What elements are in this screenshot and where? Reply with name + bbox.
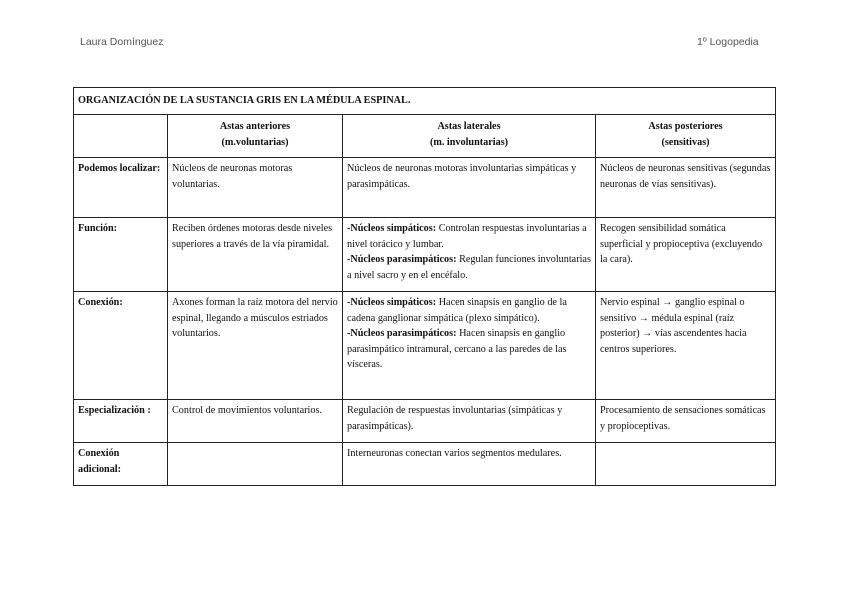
header-author: Laura Domínguez xyxy=(80,36,164,48)
cell-localizar-posteriores: Núcleos de neuronas sensitivas (segundas neuronas de vías sensitivas). xyxy=(596,158,776,218)
col-sub: (sensitivas) xyxy=(661,136,710,148)
column-header-row xyxy=(74,115,776,158)
cell-especializacion-laterales: Regulación de respuestas involuntarias (simpáticas y parasimpáticas). xyxy=(343,400,596,443)
label-simpaticos: -Núcleos simpáticos: xyxy=(347,297,437,308)
cell-conexion-laterales xyxy=(343,292,596,400)
cell-funcion-anteriores: Reciben órdenes motoras desde niveles superiores a través de la vía piramidal. xyxy=(168,218,343,292)
row-label-especializacion: Especialización : xyxy=(74,400,168,443)
cell-especializacion-anteriores: Control de movimientos voluntarios. xyxy=(168,400,343,443)
cell-adicional-anteriores xyxy=(168,443,343,486)
col-header-posteriores xyxy=(596,115,776,158)
row-label-conexion: Conexión: xyxy=(74,292,168,400)
cell-adicional-laterales: Interneuronas conectan varios segmentos medulares. xyxy=(343,443,596,486)
row-label-localizar: Podemos localizar: xyxy=(74,158,168,218)
col-name: Astas anteriores xyxy=(219,121,291,132)
col-sub: (m. involuntarias) xyxy=(429,136,509,148)
cell-funcion-posteriores: Recogen sensibilidad somática superficial y propioceptiva (excluyendo la cara). xyxy=(596,218,776,292)
table-row xyxy=(74,443,776,486)
table-row xyxy=(74,292,776,400)
text-parasimpaticos: Hacen sinapsis en ganglio parasimpático intramural, cercano a las paredes de las vísceras. xyxy=(347,328,567,371)
cell-especializacion-posteriores: Procesamiento de sensaciones somáticas y propioceptivas. xyxy=(596,400,776,443)
table-row xyxy=(74,218,776,292)
cell-localizar-laterales: Núcleos de neuronas motoras involuntarias simpáticas y parasimpáticas. xyxy=(343,158,596,218)
cell-funcion-laterales xyxy=(343,218,596,292)
col-header-laterales xyxy=(343,115,596,158)
cell-conexion-posteriores: Nervio espinal → ganglio espinal o sensitivo → médula espinal (raíz posterior) → vías ascendentes hacia centros superiores. xyxy=(596,292,776,400)
cell-adicional-posteriores xyxy=(596,443,776,486)
label-parasimpaticos: -Núcleos parasimpáticos: xyxy=(347,328,457,340)
text-simpaticos: Controlan respuestas involuntarias a nivel torácico y lumbar. xyxy=(347,223,587,250)
cell-conexion-anteriores: Axones forman la raíz motora del nervio espinal, llegando a músculos estriados voluntarios. xyxy=(168,292,343,400)
corner-cell xyxy=(74,115,168,158)
col-name: Astas posteriores xyxy=(648,121,723,132)
text-parasimpaticos: Regulan funciones involuntarias a nivel sacro y en el encéfalo. xyxy=(347,254,591,281)
col-name: Astas laterales xyxy=(437,121,501,132)
header-course: 1º Logopedia xyxy=(697,36,759,48)
col-header-anteriores xyxy=(168,115,343,158)
row-label-adicional: Conexión adicional: xyxy=(74,443,168,486)
label-parasimpaticos: -Núcleos parasimpáticos: xyxy=(347,254,457,266)
text-simpaticos: Hacen sinapsis en ganglio de la cadena ganglionar simpática (plexo simpático). xyxy=(347,297,567,324)
table-row xyxy=(74,400,776,443)
label-simpaticos: -Núcleos simpáticos: xyxy=(347,223,437,234)
table-row xyxy=(74,158,776,218)
gray-matter-table xyxy=(73,87,776,486)
col-sub: (m.voluntarias) xyxy=(221,136,289,148)
row-label-funcion: Función: xyxy=(74,218,168,292)
table-title: ORGANIZACIÓN DE LA SUSTANCIA GRIS EN LA MÉDULA ESPINAL. xyxy=(74,88,776,115)
cell-localizar-anteriores: Núcleos de neuronas motoras voluntarias. xyxy=(168,158,343,218)
